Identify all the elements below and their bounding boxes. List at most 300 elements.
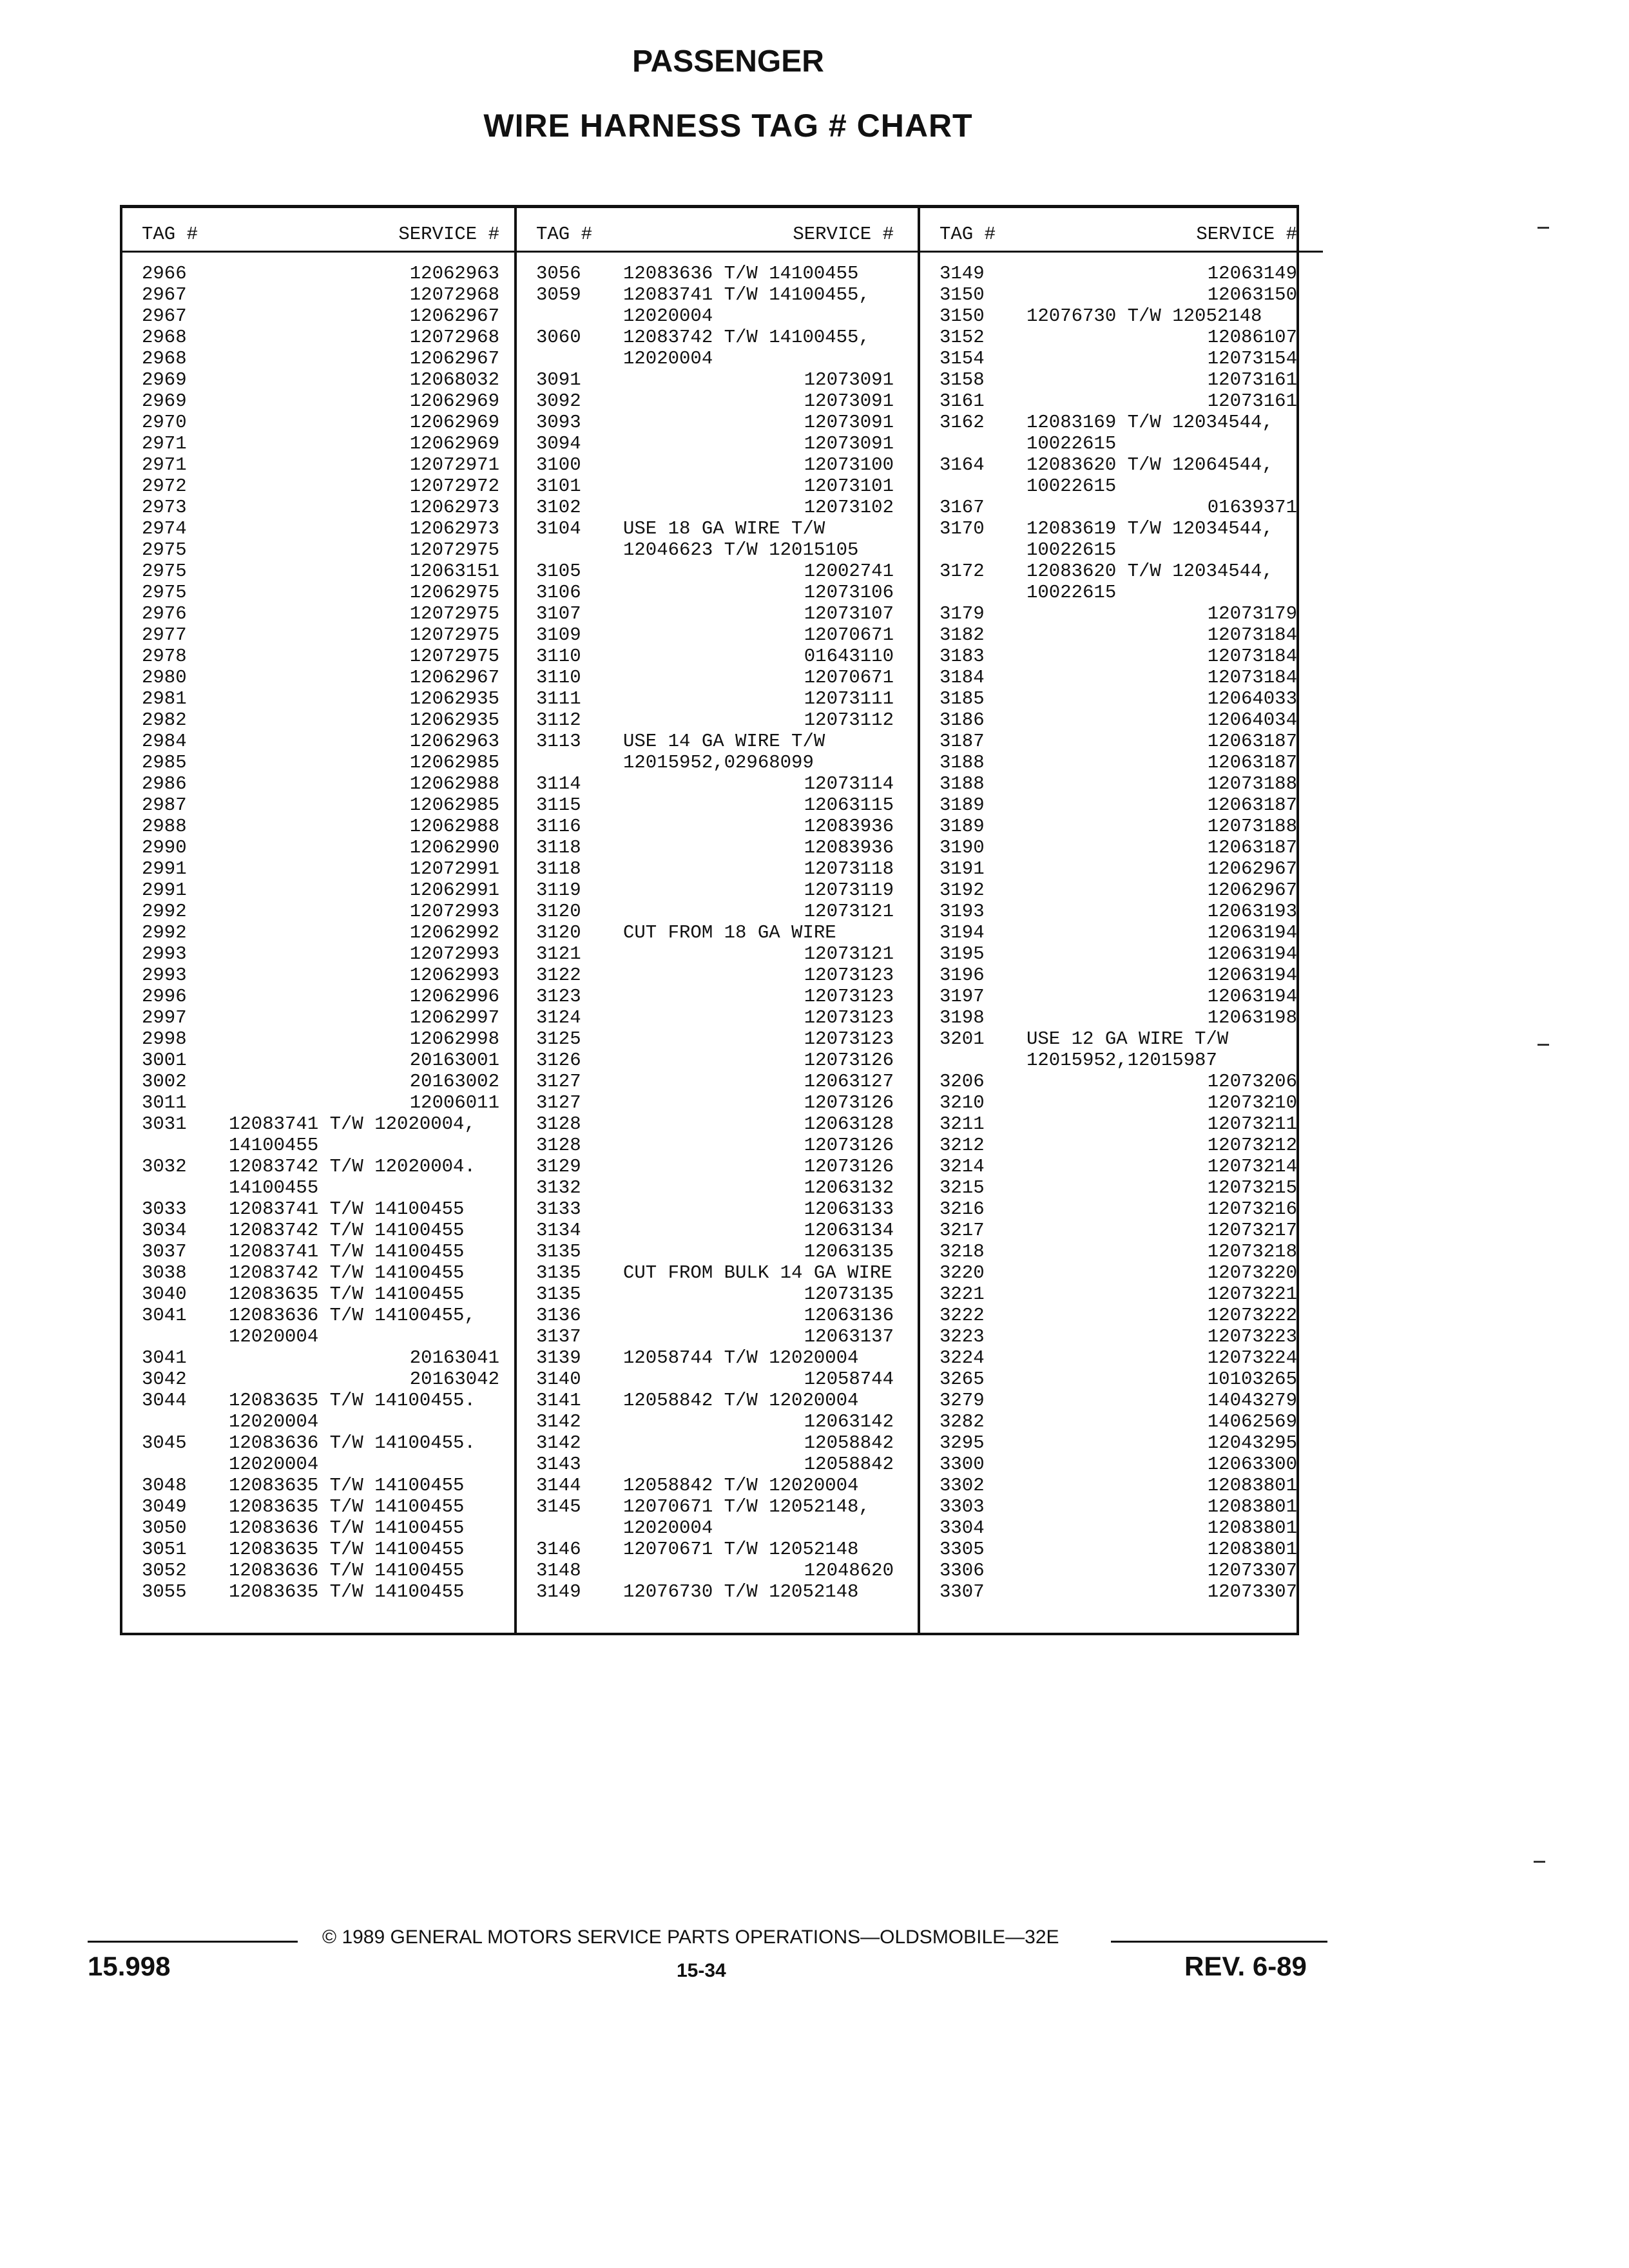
tag-number: 3185 bbox=[940, 688, 985, 709]
table-row bbox=[920, 1135, 1323, 1156]
service-number: 12068032 bbox=[409, 369, 499, 390]
tag-number: 3305 bbox=[940, 1539, 985, 1560]
table-row bbox=[122, 497, 525, 518]
service-number: 12073091 bbox=[804, 390, 894, 412]
tag-number: 3118 bbox=[536, 837, 581, 858]
tag-number: 3300 bbox=[940, 1454, 985, 1475]
tag-number: 3193 bbox=[940, 901, 985, 922]
service-number: 12063136 bbox=[804, 1305, 894, 1326]
column-header bbox=[920, 208, 1323, 253]
table-row bbox=[920, 476, 1323, 497]
tag-number: 3118 bbox=[536, 858, 581, 879]
table-row bbox=[517, 1156, 920, 1177]
table-row bbox=[122, 1539, 525, 1560]
table-row bbox=[920, 709, 1323, 731]
table-row bbox=[920, 965, 1323, 986]
table-row bbox=[517, 1028, 920, 1050]
tag-number: 3197 bbox=[940, 986, 985, 1007]
table-row bbox=[122, 1517, 525, 1539]
table-row bbox=[920, 794, 1323, 816]
tag-number: 3037 bbox=[142, 1241, 187, 1262]
service-description: 12083636 T/W 14100455, bbox=[229, 1305, 476, 1326]
tag-number: 2974 bbox=[142, 518, 187, 539]
table-row bbox=[122, 582, 525, 603]
table-row bbox=[517, 1071, 920, 1092]
service-number: 12062991 bbox=[409, 879, 499, 901]
table-row bbox=[517, 879, 920, 901]
tag-number: 2976 bbox=[142, 603, 187, 624]
service-description: 12083620 T/W 12064544, bbox=[1027, 454, 1273, 476]
tag-number: 3194 bbox=[940, 922, 985, 943]
table-row bbox=[920, 1092, 1323, 1113]
service-description: 12070671 T/W 12052148 bbox=[623, 1539, 859, 1560]
table-row bbox=[122, 943, 525, 965]
table-row bbox=[122, 879, 525, 901]
tag-number: 2998 bbox=[142, 1028, 187, 1050]
tag-number: 3135 bbox=[536, 1262, 581, 1283]
service-number: 12073217 bbox=[1207, 1220, 1297, 1241]
table-row bbox=[122, 412, 525, 433]
service-number: 12073091 bbox=[804, 412, 894, 433]
table-row bbox=[920, 986, 1323, 1007]
service-number: 12063198 bbox=[1207, 1007, 1297, 1028]
table-row bbox=[122, 263, 525, 284]
table-column-2 bbox=[514, 208, 920, 1633]
table-row bbox=[122, 305, 525, 327]
service-number: 12073215 bbox=[1207, 1177, 1297, 1198]
service-number: 12063134 bbox=[804, 1220, 894, 1241]
service-number: 12063187 bbox=[1207, 731, 1297, 752]
table-row bbox=[517, 1262, 920, 1283]
tag-number: 3050 bbox=[142, 1517, 187, 1539]
service-number: 12062963 bbox=[409, 263, 499, 284]
tag-number: 3198 bbox=[940, 1007, 985, 1028]
tag-number: 3134 bbox=[536, 1220, 581, 1241]
table-row bbox=[122, 667, 525, 688]
tag-number: 3183 bbox=[940, 646, 985, 667]
tag-number: 2991 bbox=[142, 858, 187, 879]
tag-number: 2982 bbox=[142, 709, 187, 731]
tag-number: 2975 bbox=[142, 561, 187, 582]
service-number: 12073112 bbox=[804, 709, 894, 731]
service-number: 12072975 bbox=[409, 646, 499, 667]
service-number: 12073123 bbox=[804, 986, 894, 1007]
service-number: 12072968 bbox=[409, 327, 499, 348]
table-row bbox=[122, 1050, 525, 1071]
tag-number: 3192 bbox=[940, 879, 985, 901]
service-number: 12062969 bbox=[409, 412, 499, 433]
table-row bbox=[920, 1432, 1323, 1454]
tag-number: 2986 bbox=[142, 773, 187, 794]
service-number: 12062998 bbox=[409, 1028, 499, 1050]
service-number: 12073184 bbox=[1207, 624, 1297, 646]
service-number: 12062988 bbox=[409, 816, 499, 837]
service-description: 12076730 T/W 12052148 bbox=[1027, 305, 1262, 327]
table-row bbox=[920, 518, 1323, 539]
table-row bbox=[122, 369, 525, 390]
service-description: 12083636 T/W 14100455 bbox=[229, 1517, 465, 1539]
service-description: 12020004 bbox=[229, 1454, 319, 1475]
service-number: 12062935 bbox=[409, 709, 499, 731]
table-column-3 bbox=[918, 208, 1323, 1633]
service-number: 12062985 bbox=[409, 794, 499, 816]
tag-number: 3056 bbox=[536, 263, 581, 284]
service-description: 12020004 bbox=[229, 1411, 319, 1432]
tag-number: 3059 bbox=[536, 284, 581, 305]
tag-header: TAG # bbox=[536, 224, 593, 245]
table-row bbox=[517, 773, 920, 794]
service-description: 12083741 T/W 14100455 bbox=[229, 1241, 465, 1262]
service-description: 12020004 bbox=[229, 1326, 319, 1347]
tag-number: 3136 bbox=[536, 1305, 581, 1326]
table-row bbox=[122, 986, 525, 1007]
table-row bbox=[122, 1496, 525, 1517]
table-row bbox=[920, 454, 1323, 476]
table-row bbox=[122, 1220, 525, 1241]
footer-rule-right bbox=[1111, 1941, 1327, 1943]
tag-number: 2997 bbox=[142, 1007, 187, 1028]
table-row bbox=[920, 667, 1323, 688]
tag-number: 3206 bbox=[940, 1071, 985, 1092]
service-number: 12083801 bbox=[1207, 1539, 1297, 1560]
table-row bbox=[920, 688, 1323, 709]
table-row bbox=[122, 433, 525, 454]
table-row bbox=[920, 1390, 1323, 1411]
tag-number: 3031 bbox=[142, 1113, 187, 1135]
table-column-1 bbox=[122, 208, 525, 1633]
table-row bbox=[122, 837, 525, 858]
tag-header: TAG # bbox=[940, 224, 996, 245]
tag-number: 3223 bbox=[940, 1326, 985, 1347]
service-description: 12083635 T/W 14100455 bbox=[229, 1539, 465, 1560]
tag-number: 3116 bbox=[536, 816, 581, 837]
table-row bbox=[517, 1347, 920, 1369]
table-row bbox=[517, 986, 920, 1007]
tag-number: 3034 bbox=[142, 1220, 187, 1241]
table-row bbox=[920, 1050, 1323, 1071]
table-row bbox=[122, 773, 525, 794]
service-number: 12062967 bbox=[1207, 858, 1297, 879]
table-row bbox=[920, 1113, 1323, 1135]
service-header: SERVICE # bbox=[1196, 224, 1297, 245]
tag-number: 2984 bbox=[142, 731, 187, 752]
tag-number: 3060 bbox=[536, 327, 581, 348]
tag-number: 2980 bbox=[142, 667, 187, 688]
tag-number: 3161 bbox=[940, 390, 985, 412]
table-row bbox=[122, 1369, 525, 1390]
tag-number: 2975 bbox=[142, 539, 187, 561]
table-row bbox=[122, 1071, 525, 1092]
service-description: 12046623 T/W 12015105 bbox=[623, 539, 859, 561]
service-number: 12083801 bbox=[1207, 1475, 1297, 1496]
tag-number: 3135 bbox=[536, 1283, 581, 1305]
table-row bbox=[920, 1177, 1323, 1198]
service-number: 12062969 bbox=[409, 433, 499, 454]
tag-number: 3170 bbox=[940, 518, 985, 539]
service-description: 12083741 T/W 14100455 bbox=[229, 1198, 465, 1220]
service-number: 12073119 bbox=[804, 879, 894, 901]
service-description: 14100455 bbox=[229, 1135, 319, 1156]
tag-number: 3172 bbox=[940, 561, 985, 582]
service-number: 12063133 bbox=[804, 1198, 894, 1220]
service-header: SERVICE # bbox=[398, 224, 499, 245]
tag-number: 3044 bbox=[142, 1390, 187, 1411]
table-row bbox=[920, 1496, 1323, 1517]
tag-number: 3104 bbox=[536, 518, 581, 539]
service-number: 12073218 bbox=[1207, 1241, 1297, 1262]
service-number: 12063142 bbox=[804, 1411, 894, 1432]
service-number: 12063150 bbox=[1207, 284, 1297, 305]
tag-number: 2972 bbox=[142, 476, 187, 497]
table-row bbox=[122, 624, 525, 646]
tag-number: 3045 bbox=[142, 1432, 187, 1454]
table-row bbox=[517, 1283, 920, 1305]
service-number: 12062993 bbox=[409, 965, 499, 986]
table-row bbox=[517, 688, 920, 709]
service-number: 12048620 bbox=[804, 1560, 894, 1581]
table-row bbox=[122, 476, 525, 497]
service-number: 12058842 bbox=[804, 1432, 894, 1454]
service-description: 12076730 T/W 12052148 bbox=[623, 1581, 859, 1602]
service-number: 12073091 bbox=[804, 369, 894, 390]
tag-number: 3121 bbox=[536, 943, 581, 965]
tag-number: 3040 bbox=[142, 1283, 187, 1305]
service-number: 12073100 bbox=[804, 454, 894, 476]
service-number: 12072968 bbox=[409, 284, 499, 305]
tag-number: 3144 bbox=[536, 1475, 581, 1496]
table-row bbox=[122, 1113, 525, 1135]
table-row bbox=[517, 646, 920, 667]
table-row bbox=[920, 773, 1323, 794]
tag-number: 3139 bbox=[536, 1347, 581, 1369]
service-number: 12073307 bbox=[1207, 1581, 1297, 1602]
table-row bbox=[122, 752, 525, 773]
service-number: 12073106 bbox=[804, 582, 894, 603]
tag-number: 2967 bbox=[142, 284, 187, 305]
table-row bbox=[122, 1454, 525, 1475]
service-number: 12073224 bbox=[1207, 1347, 1297, 1369]
table-row bbox=[517, 943, 920, 965]
table-row bbox=[920, 1283, 1323, 1305]
service-number: 12063127 bbox=[804, 1071, 894, 1092]
table-row bbox=[517, 1177, 920, 1198]
table-row bbox=[517, 794, 920, 816]
tag-number: 3189 bbox=[940, 816, 985, 837]
service-number: 12073179 bbox=[1207, 603, 1297, 624]
tag-number: 3105 bbox=[536, 561, 581, 582]
table-row bbox=[517, 922, 920, 943]
service-number: 12073126 bbox=[804, 1156, 894, 1177]
table-row bbox=[517, 667, 920, 688]
table-row bbox=[122, 965, 525, 986]
tag-number: 3224 bbox=[940, 1347, 985, 1369]
table-row bbox=[920, 1007, 1323, 1028]
table-row bbox=[122, 1135, 525, 1156]
table-row bbox=[517, 1539, 920, 1560]
tag-number: 3115 bbox=[536, 794, 581, 816]
service-number: 12073216 bbox=[1207, 1198, 1297, 1220]
tag-number: 3111 bbox=[536, 688, 581, 709]
tag-number: 2990 bbox=[142, 837, 187, 858]
table-row bbox=[122, 1262, 525, 1283]
table-row bbox=[122, 1390, 525, 1411]
tag-number: 3113 bbox=[536, 731, 581, 752]
service-number: 12006011 bbox=[409, 1092, 499, 1113]
service-number: 12062996 bbox=[409, 986, 499, 1007]
tag-number: 3002 bbox=[142, 1071, 187, 1092]
table-row bbox=[517, 284, 920, 305]
tag-number: 3295 bbox=[940, 1432, 985, 1454]
table-row bbox=[517, 476, 920, 497]
service-number: 12073126 bbox=[804, 1135, 894, 1156]
table-row bbox=[920, 646, 1323, 667]
service-number: 12073121 bbox=[804, 943, 894, 965]
service-number: 12073223 bbox=[1207, 1326, 1297, 1347]
footer-rule-left bbox=[88, 1941, 298, 1943]
table-row bbox=[920, 1347, 1323, 1369]
tag-number: 3189 bbox=[940, 794, 985, 816]
table-row bbox=[122, 1198, 525, 1220]
tag-number: 3100 bbox=[536, 454, 581, 476]
table-row bbox=[517, 1198, 920, 1220]
service-description: 12083741 T/W 12020004, bbox=[229, 1113, 476, 1135]
tag-number: 3191 bbox=[940, 858, 985, 879]
table-row bbox=[517, 1475, 920, 1496]
table-row bbox=[517, 752, 920, 773]
service-description: 12058842 T/W 12020004 bbox=[623, 1475, 859, 1496]
service-number: 12072971 bbox=[409, 454, 499, 476]
table-row bbox=[517, 709, 920, 731]
service-description: 10022615 bbox=[1027, 582, 1117, 603]
tag-number: 3135 bbox=[536, 1241, 581, 1262]
tag-number: 3092 bbox=[536, 390, 581, 412]
tag-number: 2966 bbox=[142, 263, 187, 284]
table-row bbox=[920, 539, 1323, 561]
service-number: 12063187 bbox=[1207, 837, 1297, 858]
column-rows bbox=[517, 253, 920, 1602]
service-number: 12063128 bbox=[804, 1113, 894, 1135]
tag-number: 3001 bbox=[142, 1050, 187, 1071]
table-row bbox=[517, 1135, 920, 1156]
page-title-chart: WIRE HARNESS TAG # CHART bbox=[483, 108, 973, 144]
table-row bbox=[920, 858, 1323, 879]
table-row bbox=[517, 1517, 920, 1539]
tag-number: 3306 bbox=[940, 1560, 985, 1581]
service-description: USE 14 GA WIRE T/W bbox=[623, 731, 825, 752]
table-row bbox=[517, 1113, 920, 1135]
table-row bbox=[122, 1347, 525, 1369]
table-row bbox=[517, 1390, 920, 1411]
service-number: 12062990 bbox=[409, 837, 499, 858]
tag-number: 2996 bbox=[142, 986, 187, 1007]
table-row bbox=[920, 1411, 1323, 1432]
tag-number: 3164 bbox=[940, 454, 985, 476]
service-number: 12062985 bbox=[409, 752, 499, 773]
table-row bbox=[920, 1028, 1323, 1050]
service-number: 20163041 bbox=[409, 1347, 499, 1369]
tag-number: 2993 bbox=[142, 943, 187, 965]
tag-number: 3033 bbox=[142, 1198, 187, 1220]
service-number: 12063137 bbox=[804, 1326, 894, 1347]
tag-number: 3119 bbox=[536, 879, 581, 901]
service-number: 12062975 bbox=[409, 582, 499, 603]
table-row bbox=[517, 454, 920, 476]
tag-number: 3303 bbox=[940, 1496, 985, 1517]
tag-number: 3149 bbox=[940, 263, 985, 284]
tag-number: 3032 bbox=[142, 1156, 187, 1177]
table-row bbox=[122, 646, 525, 667]
tag-number: 2981 bbox=[142, 688, 187, 709]
service-number: 20163001 bbox=[409, 1050, 499, 1071]
page-number-center: 15-34 bbox=[677, 1960, 726, 1981]
tag-number: 3188 bbox=[940, 773, 985, 794]
service-number: 12073210 bbox=[1207, 1092, 1297, 1113]
tag-number: 3120 bbox=[536, 922, 581, 943]
column-rows bbox=[122, 253, 525, 1602]
service-number: 12083936 bbox=[804, 837, 894, 858]
tag-number: 2988 bbox=[142, 816, 187, 837]
tag-number: 3132 bbox=[536, 1177, 581, 1198]
revision-label: REV. 6-89 bbox=[1184, 1951, 1307, 1981]
tag-number: 2968 bbox=[142, 348, 187, 369]
tag-number: 2992 bbox=[142, 901, 187, 922]
tag-number: 3051 bbox=[142, 1539, 187, 1560]
margin-mark bbox=[1537, 227, 1549, 229]
service-number: 12073212 bbox=[1207, 1135, 1297, 1156]
table-row bbox=[122, 1475, 525, 1496]
tag-number: 3145 bbox=[536, 1496, 581, 1517]
service-number: 12062935 bbox=[409, 688, 499, 709]
table-row bbox=[122, 901, 525, 922]
service-number: 12073126 bbox=[804, 1092, 894, 1113]
tag-number: 3106 bbox=[536, 582, 581, 603]
table-row bbox=[920, 390, 1323, 412]
tag-number: 3282 bbox=[940, 1411, 985, 1432]
table-row bbox=[920, 412, 1323, 433]
table-row bbox=[122, 390, 525, 412]
table-row bbox=[122, 348, 525, 369]
service-number: 12063187 bbox=[1207, 752, 1297, 773]
service-number: 20163042 bbox=[409, 1369, 499, 1390]
tag-number: 2967 bbox=[142, 305, 187, 327]
service-number: 12083801 bbox=[1207, 1496, 1297, 1517]
table-row bbox=[517, 1496, 920, 1517]
tag-number: 3042 bbox=[142, 1369, 187, 1390]
table-row bbox=[517, 1369, 920, 1390]
service-number: 12073184 bbox=[1207, 667, 1297, 688]
table-row bbox=[122, 794, 525, 816]
service-number: 12062967 bbox=[409, 667, 499, 688]
service-number: 12064033 bbox=[1207, 688, 1297, 709]
table-row bbox=[122, 1156, 525, 1177]
tag-number: 3124 bbox=[536, 1007, 581, 1028]
service-number: 12073220 bbox=[1207, 1262, 1297, 1283]
tag-number: 3114 bbox=[536, 773, 581, 794]
service-number: 12073307 bbox=[1207, 1560, 1297, 1581]
service-description: 12015952,02968099 bbox=[623, 752, 814, 773]
service-description: 12083741 T/W 14100455, bbox=[623, 284, 870, 305]
service-number: 01639371 bbox=[1207, 497, 1297, 518]
table-row bbox=[920, 603, 1323, 624]
table-row bbox=[122, 1326, 525, 1347]
service-description: USE 12 GA WIRE T/W bbox=[1027, 1028, 1229, 1050]
service-number: 12073221 bbox=[1207, 1283, 1297, 1305]
tag-number: 3120 bbox=[536, 901, 581, 922]
table-row bbox=[517, 624, 920, 646]
service-number: 01643110 bbox=[804, 646, 894, 667]
table-row bbox=[517, 561, 920, 582]
table-row bbox=[920, 1262, 1323, 1283]
